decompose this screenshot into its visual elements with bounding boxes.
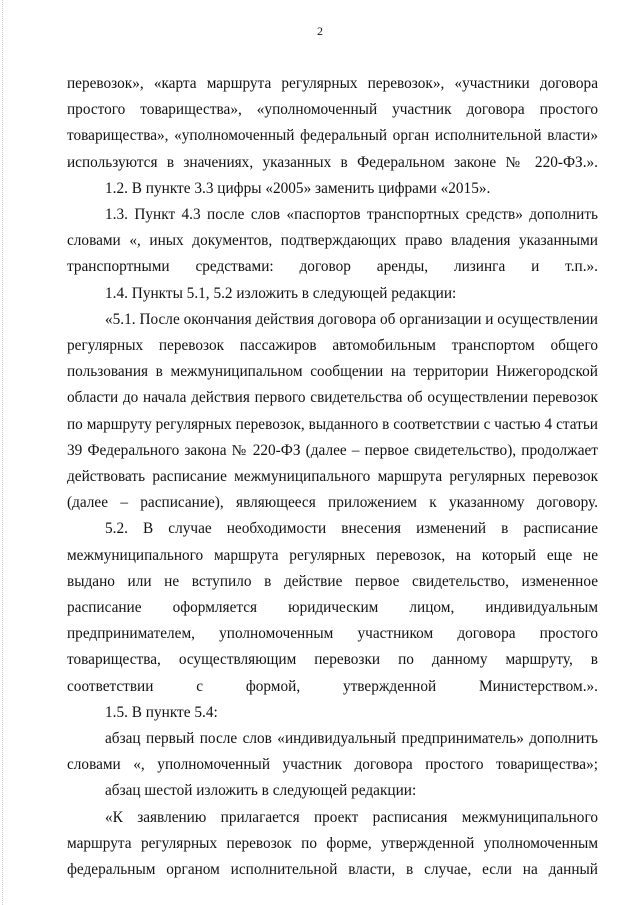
paragraph-1-2 xyxy=(67,176,598,202)
document-body xyxy=(67,71,598,883)
paragraph-1-5 xyxy=(67,700,598,726)
page-number: 2 xyxy=(317,24,323,38)
text-line: «5.1. После окончания действия договора об организации и осуществлении xyxy=(105,310,598,328)
text-line: 39 Федерального закона № 220-ФЗ (далее – первое свидетельство), продолжает xyxy=(67,441,598,459)
text-line: абзац шестой изложить в следующей редакции: xyxy=(105,782,417,800)
text-line: 1.4. Пункты 5.1, 5.2 изложить в следующей редакции: xyxy=(105,284,457,302)
text-line: «К заявлению прилагается проект расписания межмуниципального xyxy=(105,808,598,826)
paragraph-1-3 xyxy=(67,202,598,281)
paragraph-application-clause xyxy=(67,805,598,884)
text-line: 1.5. В пункте 5.4: xyxy=(105,703,218,721)
paragraph-abzac-first xyxy=(67,726,598,778)
text-line: области до начала действия первого свидетельства об осуществлении перевозок xyxy=(67,389,598,407)
text-line: словами «, уполномоченный участник договора простого товарищества»; xyxy=(67,756,598,774)
text-line: 5.2. В случае необходимости внесения изменений в расписание xyxy=(105,520,598,538)
text-line: товарищества», «уполномоченный федеральный орган исполнительной власти» xyxy=(67,127,598,145)
text-line: транспортными средствами: договор аренды, лизинга и т.п.». xyxy=(67,258,598,276)
text-line: (далее – расписание), являющееся приложением к указанному договору. xyxy=(67,494,598,512)
text-line: по маршруту регулярных перевозок, выданного в соответствии с частью 4 статьи xyxy=(67,415,598,433)
paragraph-definitions-continued xyxy=(67,71,598,176)
text-line: товарищества, осуществляющим перевозки по данному маршруту, в xyxy=(67,651,598,669)
text-line: пользования в межмуниципальном сообщении на территории Нижегородской xyxy=(67,363,598,381)
text-line: абзац первый после слов «индивидуальный предприниматель» дополнить xyxy=(105,730,598,748)
text-line: словами «, иных документов, подтверждающих право владения указанными xyxy=(67,232,598,250)
text-line: регулярных перевозок пассажиров автомобильным транспортом общего xyxy=(67,337,598,355)
text-line: перевозок», «карта маршрута регулярных перевозок», «участники договора xyxy=(67,75,598,92)
text-line: 1.3. Пункт 4.3 после слов «паспортов транспортных средств» дополнить xyxy=(105,206,598,224)
text-line: соответствии с формой, утвержденной Министерством.». xyxy=(67,677,598,695)
paragraph-1-4 xyxy=(67,281,598,307)
text-line: используются в значениях, указанных в Федеральном законе № 220-ФЗ.». xyxy=(67,153,598,171)
text-line: выдано или не вступило в действие первое свидетельство, измененное xyxy=(67,572,598,590)
text-line: межмуниципального маршрута регулярных перевозок, на который еще не xyxy=(67,546,598,564)
text-line: федеральным органом исполнительной власти, в случае, если на данный xyxy=(67,861,598,879)
text-line: предпринимателем, уполномоченным участником договора простого xyxy=(67,625,598,643)
paragraph-5-2 xyxy=(67,516,598,699)
scan-edge xyxy=(2,0,4,905)
paragraph-abzac-sixth xyxy=(67,778,598,804)
text-line: действовать расписание межмуниципального маршрута регулярных перевозок xyxy=(67,468,598,486)
text-line: простого товарищества», «уполномоченный участник договора простого xyxy=(67,101,598,119)
text-line: расписание оформляется юридическим лицом, индивидуальным xyxy=(67,599,598,617)
text-line: 1.2. В пункте 3.3 цифры «2005» заменить цифрами «2015». xyxy=(105,179,491,197)
paragraph-5-1 xyxy=(67,307,598,517)
text-line: маршрута регулярных перевозок по форме, утвержденной уполномоченным xyxy=(67,834,598,852)
